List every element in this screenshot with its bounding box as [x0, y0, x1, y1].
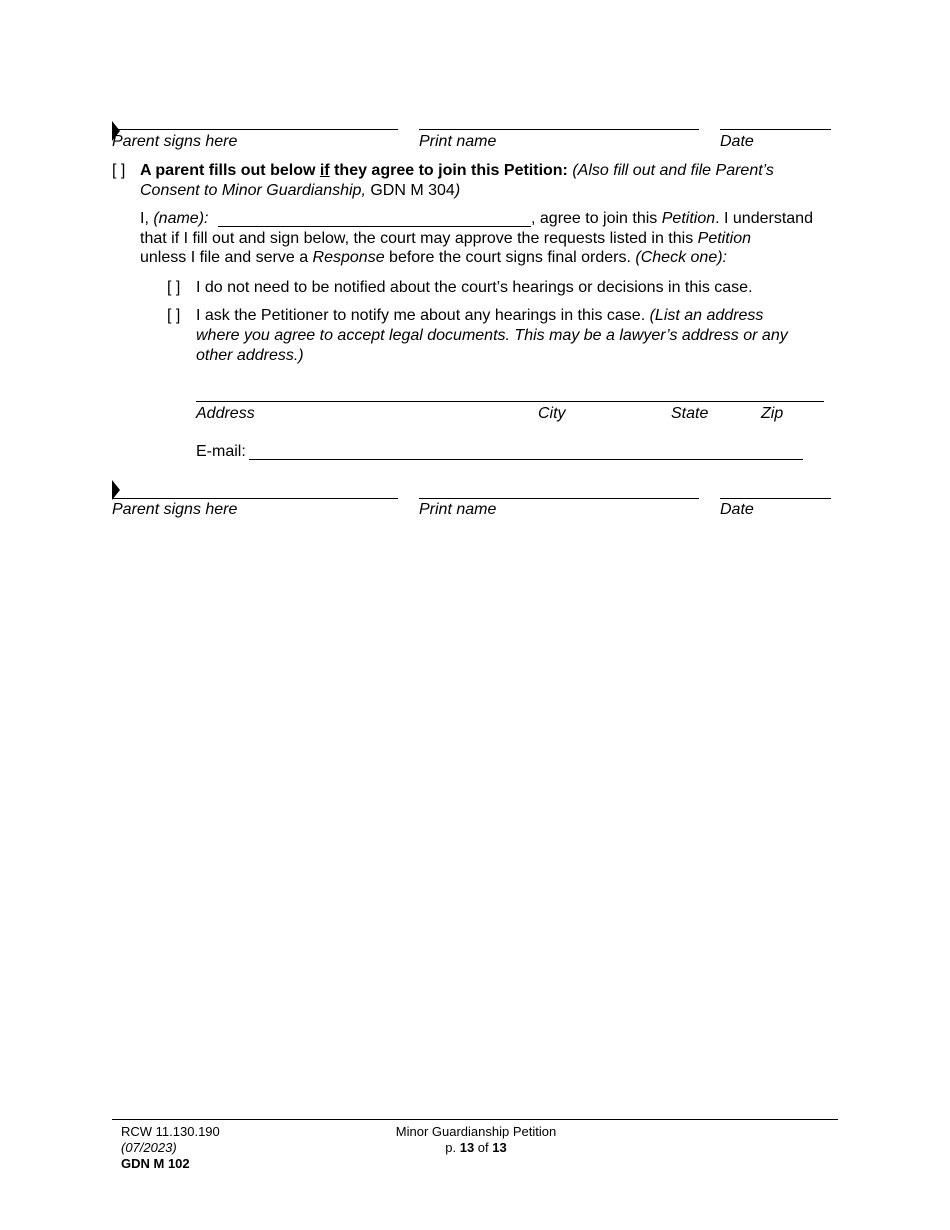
footer-form-number: GDN M 102 [121, 1156, 190, 1171]
agree-text: , agree to join this [531, 210, 662, 227]
zip-label: Zip [761, 405, 784, 422]
name-label: (name): [153, 210, 209, 227]
footer-statute: RCW 11.130.190 [121, 1124, 220, 1139]
response-word: Response [312, 249, 385, 266]
date-label: Date [720, 133, 754, 150]
name-input-line[interactable] [218, 226, 531, 227]
page-current: 13 [459, 1140, 475, 1155]
name-prefix: I, [140, 210, 154, 227]
parent-signs-label: Parent signs here [112, 133, 238, 150]
print-name-line[interactable] [419, 129, 699, 130]
also-note-2: Consent to Minor Guardianship, [140, 182, 366, 199]
state-label: State [671, 405, 709, 422]
heading-suffix: they agree to join this Petition: [329, 162, 568, 179]
print-name-label: Print name [419, 501, 497, 518]
print-name-line[interactable] [419, 498, 699, 499]
option-2-instructions-1: (List an address [649, 307, 764, 324]
petition-word-2: Petition [697, 230, 752, 247]
join-checkbox[interactable]: [ ] [112, 162, 126, 179]
page-prefix: p. [445, 1140, 460, 1155]
email-label: E-mail: [196, 443, 246, 460]
print-name-label: Print name [419, 133, 497, 150]
option-2-text-line-1 [196, 306, 763, 326]
name-prefix-group [140, 209, 208, 229]
join-heading [140, 161, 774, 181]
option-2-text-line-2 [196, 326, 788, 346]
option-2-text-line-3 [196, 346, 304, 366]
heading-prefix: A parent fills out below [140, 162, 320, 179]
option-1-text: I do not need to be notified about the court’s hearings or decisions in this case. [196, 279, 753, 296]
line3-text: unless I file and serve a [140, 249, 313, 266]
address-input-line[interactable] [196, 401, 824, 402]
join-line-2 [140, 229, 751, 249]
also-note-1: (Also fill out and file Parent’s [572, 162, 774, 179]
close-paren: ) [454, 182, 461, 199]
footer-title: Minor Guardianship Petition [395, 1124, 557, 1139]
date-line[interactable] [720, 498, 831, 499]
email-input-line[interactable] [249, 459, 803, 460]
date-label: Date [720, 501, 754, 518]
footer-rule [112, 1119, 838, 1120]
footer-page-number [376, 1140, 576, 1156]
city-label: City [538, 405, 566, 422]
option-2-instructions-3: other address.) [196, 347, 304, 364]
footer-revision: (07/2023) [121, 1140, 177, 1155]
parent-signature-line[interactable] [112, 129, 398, 130]
check-one: (Check one): [635, 249, 727, 266]
form-ref: GDN M 304 [370, 182, 455, 199]
sign-here-arrow-icon [112, 480, 120, 500]
agree-text-group [531, 209, 813, 229]
line2-text: that if I fill out and sign below, the court may approve the requests listed in this [140, 230, 698, 247]
option-2-text: I ask the Petitioner to notify me about any hearings in this case. [196, 307, 650, 324]
parent-signs-label: Parent signs here [112, 501, 238, 518]
option-1-checkbox[interactable]: [ ] [167, 279, 181, 296]
heading-if: if [319, 162, 330, 179]
page-of: of [474, 1140, 493, 1155]
line3-suffix: before the court signs final orders. [384, 249, 636, 266]
understand-text: . I understand [715, 210, 813, 227]
date-line[interactable] [720, 129, 831, 130]
join-line-3 [140, 248, 727, 268]
page-total: 13 [492, 1140, 507, 1155]
petition-word: Petition [661, 210, 716, 227]
parent-signature-line[interactable] [112, 498, 398, 499]
option-2-checkbox[interactable]: [ ] [167, 307, 181, 324]
option-2-instructions-2: where you agree to accept legal documents. This may be a lawyer’s address or any [196, 327, 788, 344]
join-heading-line-2 [140, 181, 460, 201]
address-label: Address [196, 405, 255, 422]
